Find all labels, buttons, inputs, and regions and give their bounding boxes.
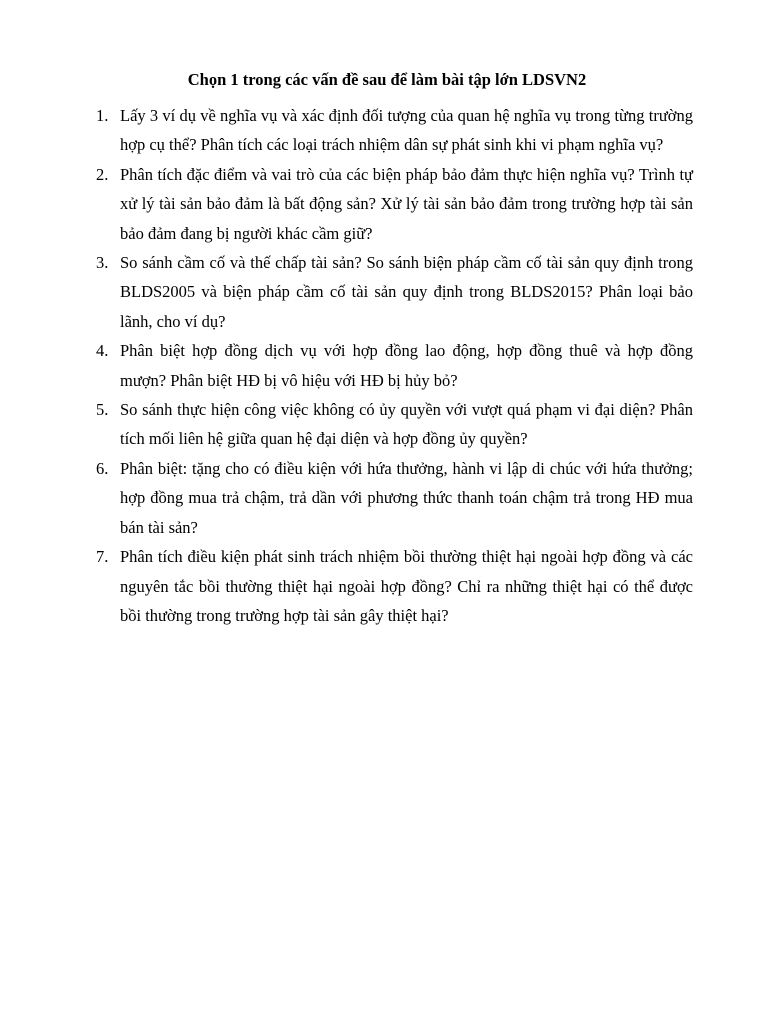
list-item-text: Phân biệt: tặng cho có điều kiện với hứa thưởng, hành vi lập di chúc với hứa thưởng; hợp đồng mua trả chậm, trả dần với phương thức thanh toán chậm trả trong HĐ mua bán tài sản? (120, 458, 693, 537)
list-item-number: 2. (96, 164, 109, 184)
list-item-text: So sánh thực hiện công việc không có ủy quyền với vượt quá phạm vi đại diện? Phân tích mối liên hệ giữa quan hệ đại diện và hợp đồng ủy quyền? (120, 400, 693, 449)
list-item-number: 7. (96, 547, 109, 567)
list-item (96, 248, 693, 336)
list-item (96, 542, 693, 630)
list-item-text: So sánh cầm cố và thế chấp tài sản? So sánh biện pháp cầm cố tài sản quy định trong BLDS2005 và biện pháp cầm cố tài sản quy định trong BLDS2015? Phân loại bảo lãnh, cho ví dụ? (120, 253, 693, 331)
list-item (96, 454, 693, 542)
list-item-number: 4. (96, 341, 109, 361)
list-item-text: Phân biệt hợp đồng dịch vụ với hợp đồng lao động, hợp đồng thuê và hợp đồng mượn? Phân biệt HĐ bị vô hiệu với HĐ bị hủy bỏ? (120, 341, 693, 390)
list-item-number: 5. (96, 400, 109, 420)
list-item (96, 101, 693, 160)
question-list (96, 101, 693, 630)
list-item (96, 336, 693, 395)
list-item-text: Lấy 3 ví dụ về nghĩa vụ và xác định đối tượng của quan hệ nghĩa vụ trong từng trường hợp cụ thể? Phân tích các loại trách nhiệm dân sự phát sinh khi vi phạm nghĩa vụ? (120, 106, 693, 155)
document-title-text: Chọn 1 trong các vấn đề sau để làm bài tập lớn LDSVN2 (187, 70, 587, 89)
list-item (96, 395, 693, 454)
list-item-number: 3. (96, 253, 109, 273)
list-item-text: Phân tích điều kiện phát sinh trách nhiệm bồi thường thiệt hại ngoài hợp đồng và các nguyên tắc bồi thường thiệt hại ngoài hợp đồng? Chỉ ra những thiệt hại có thể được bồi thường trong trường hợp tài sản gây thiệt hại? (120, 547, 693, 625)
list-item (96, 160, 693, 248)
list-item-text: Phân tích đặc điểm và vai trò của các biện pháp bảo đảm thực hiện nghĩa vụ? Trình tự xử lý tài sản bảo đảm là bất động sản? Xử lý tài sản bảo đảm trong trường hợp tài sản bảo đảm đang bị người khác cầm giữ? (120, 164, 693, 243)
list-item-number: 6. (96, 458, 109, 478)
document-title (0, 68, 768, 92)
list-item-number: 1. (96, 106, 109, 125)
